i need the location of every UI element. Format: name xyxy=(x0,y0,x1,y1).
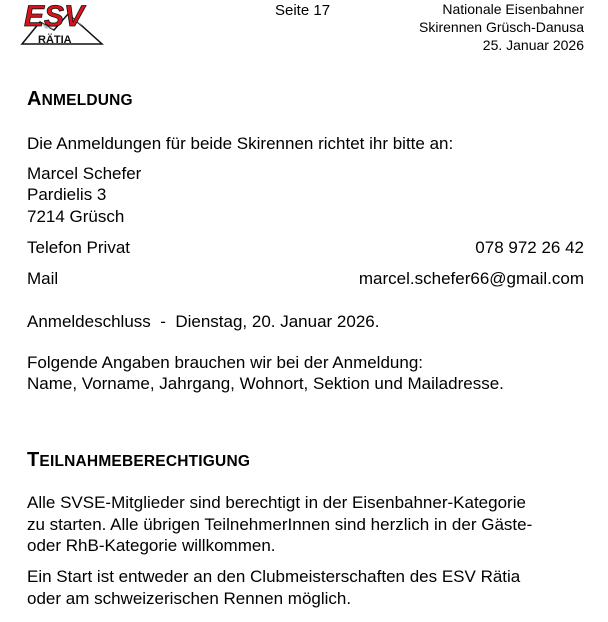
address-city: 7214 Grüsch xyxy=(27,207,125,226)
anmeldung-intro: Die Anmeldungen für beide Skirennen richtet ihr bitte an: xyxy=(27,134,454,153)
logo-sub: RÄTIA xyxy=(38,34,72,46)
berechtigung-para2-line1: Ein Start ist entweder an den Clubmeisterschaften des ESV Rätia xyxy=(27,567,521,586)
page-number: Seite 17 xyxy=(275,2,331,19)
event-line-2: Skirennen Grüsch-Danusa xyxy=(419,19,584,35)
event-line-1: Nationale Eisenbahner xyxy=(442,1,584,17)
address-street: Pardielis 3 xyxy=(27,185,107,204)
info-line-2: Name, Vorname, Jahrgang, Wohnort, Sektion und Mailadresse. xyxy=(27,374,504,393)
event-header xyxy=(419,0,584,54)
mail-value: marcel.schefer66@gmail.com xyxy=(358,269,584,288)
berechtigung-para1-line1: Alle SVSE-Mitglieder sind berechtigt in der Eisenbahner-Kategorie xyxy=(27,493,526,512)
heading-anmeldung xyxy=(27,88,133,111)
phone-value: 078 972 26 42 xyxy=(475,238,584,257)
berechtigung-para1-line2: zu starten. Alle übrigen TeilnehmerInnen sind herzlich in der Gäste- xyxy=(27,515,533,534)
mail-row xyxy=(27,268,584,290)
heading-berechtigung-rest: EILNAHMEBERECHTIGUNG xyxy=(39,453,251,470)
heading-anmeldung-initial: A xyxy=(27,88,42,110)
heading-berechtigung xyxy=(27,449,250,472)
berechtigung-para1-line3: oder RhB-Kategorie willkommen. xyxy=(27,536,276,555)
esv-ratia-logo xyxy=(20,0,104,46)
heading-anmeldung-rest: NMELDUNG xyxy=(41,92,133,109)
mail-label: Mail xyxy=(27,269,59,288)
heading-berechtigung-initial: T xyxy=(27,449,40,471)
berechtigung-para2-line2: oder am schweizerischen Rennen möglich. xyxy=(27,589,352,608)
address-name: Marcel Schefer xyxy=(27,164,142,183)
logo-brand: ESV xyxy=(24,0,85,33)
info-line-1: Folgende Angaben brauchen wir bei der Anmeldung: xyxy=(27,353,424,372)
deadline-text: Anmeldeschluss - Dienstag, 20. Januar 2026. xyxy=(27,312,380,331)
phone-row xyxy=(27,237,584,259)
phone-label: Telefon Privat xyxy=(27,238,130,257)
event-date: 25. Januar 2026 xyxy=(482,37,584,53)
